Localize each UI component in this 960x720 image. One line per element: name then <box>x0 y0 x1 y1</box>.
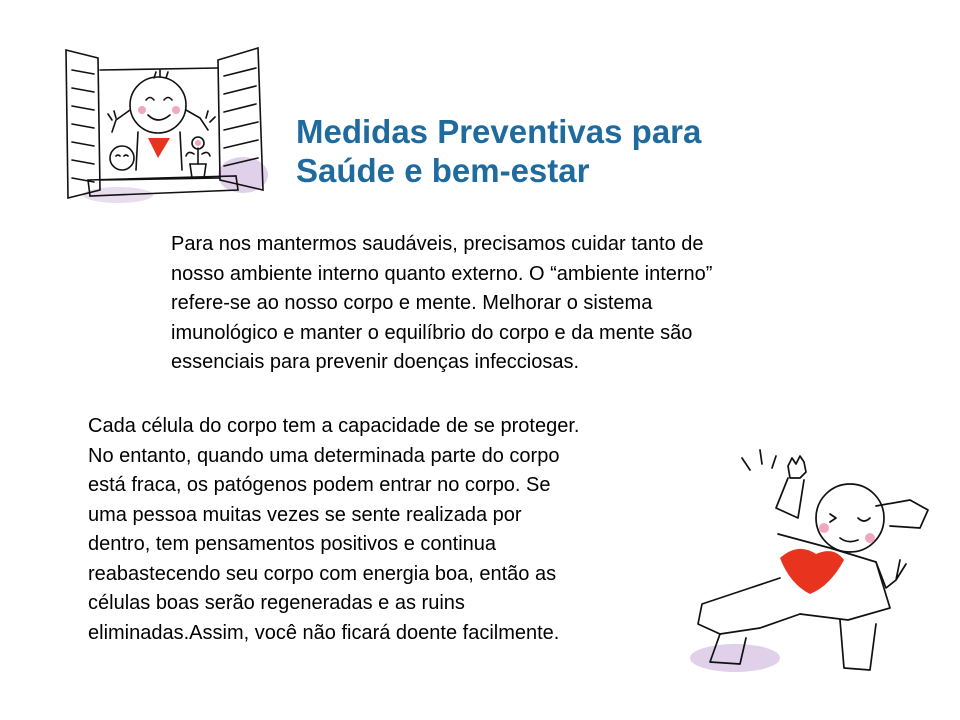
strong-person-illustration <box>680 438 945 683</box>
paragraph-line: células boas serão regeneradas e as ruins <box>88 592 465 614</box>
title-line-2: Saúde e bem-estar <box>296 152 590 189</box>
paragraph-line: dentro, tem pensamentos positivos e continua <box>88 533 497 555</box>
paragraph-line: eliminadas.Assim, você não ficará doente facilmente. <box>88 621 560 644</box>
intro-paragraph <box>171 230 851 378</box>
paragraph-line: uma pessoa muitas vezes se sente realizada por <box>88 503 522 526</box>
paragraph-line: está fraca, os patógenos podem entrar no corpo. Se <box>88 474 551 496</box>
window-illustration <box>58 40 273 205</box>
paragraph-line: essenciais para prevenir doenças infecciosas. <box>171 351 579 373</box>
title-line-1: Medidas Preventivas para <box>296 113 702 150</box>
cell-paragraph <box>88 412 698 648</box>
paragraph-line: reabastecendo seu corpo com energia boa, então as <box>88 562 557 585</box>
paragraph-line: imunológico e manter o equilíbrio do corpo e da mente são <box>171 321 693 344</box>
paragraph-line: Para nos mantermos saudáveis, precisamos cuidar tanto de <box>171 233 704 255</box>
paragraph-line: Cada célula do corpo tem a capacidade de se proteger. <box>88 415 580 437</box>
page-title <box>296 112 701 190</box>
paragraph-line: refere-se ao nosso corpo e mente. Melhorar o sistema <box>171 292 653 314</box>
paragraph-line: nosso ambiente interno quanto externo. O “ambiente interno” <box>171 262 713 285</box>
paragraph-line: No entanto, quando uma determinada parte do corpo <box>88 444 560 467</box>
